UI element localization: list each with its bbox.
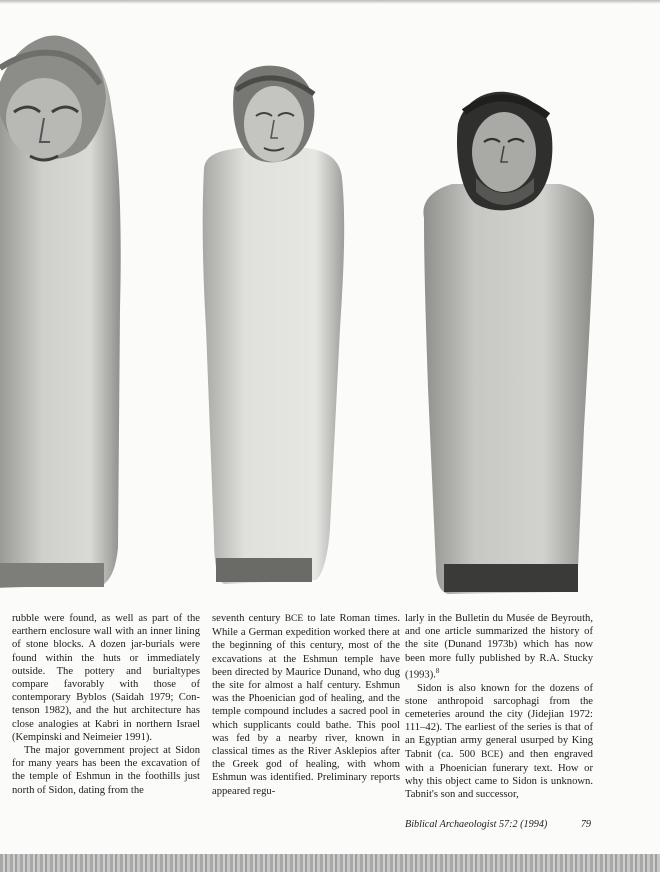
column1-paragraph-1: rubble were found, as well as part of the earthern enclosure wall with an inner lining of stone blocks. A dozen jar-burials were found within the huts or immediately outside. The pottery and burialtypes compare favorably with those of contemporary Byblos (Saidah 1979; Contenson 1982), and the hut architecture has close analogies at Kabri in northern Israel (Kempinski and Neimeier 1991). — [12, 613, 200, 743]
sarcophagus-middle — [203, 66, 344, 584]
scan-bottom-edge — [0, 854, 660, 872]
page-number: 79 — [580, 819, 591, 830]
journal-citation: Biblical Archaeologist 57:2 (1994) — [405, 819, 548, 830]
sarcophagi-photo — [0, 28, 620, 594]
text-column-2 — [212, 612, 400, 798]
sarcophagus-right — [423, 92, 594, 594]
sarcophagus-left — [0, 35, 121, 588]
bce-abbreviation: BCE — [481, 749, 500, 760]
bce-abbreviation: BCE — [284, 614, 304, 624]
column2-paragraph: seventh century BCE to late Roman times. While a German expedition worked there at the beginning of this century, most of the excavations at the Eshmun temple have been directed by Maurice Dunand, who dug the site for almost a half century. Eshmun was the Phoenician god of healing, and the temple compound includes a sacred pool in which supplicants could bathe. This pool was fed by a nearby river, known in classical times as the River Asklepios after the Greek god of healing, with whom Eshmun was identified. Preliminary reports appeared regu- — [212, 613, 400, 797]
footnote-marker[interactable]: 8 — [435, 666, 440, 675]
column3-paragraph-1: larly in the Bulletin du Musée de Beyrouth, and one article summarized the history of the site (Dunand 1973b) which has now been more fully published by R.A. Stucky (1993).$^8$ — [405, 613, 593, 681]
scan-top-edge — [0, 0, 660, 4]
column1-paragraph-2: The major government project at Sidon for many years has been the excavation of the temple of Eshmun in the foothills just north of Sidon, dating from the — [12, 745, 200, 796]
column3-paragraph-2: Sidon is also known for the dozens of stone anthropoid sarcophagi from the cemeteries around the city (Jidejian 1972: 111–42). The earliest of the series is that of an Egyptian army general usurped by King Tabnit (ca. 500 BCE) and then engraved with a Phoenician funerary text. How or why this object came to Sidon is unknown. Tabnit's son and successor, — [405, 682, 593, 801]
page-footer — [405, 819, 597, 830]
text-column-1 — [12, 612, 200, 797]
text-column-3 — [405, 612, 593, 801]
